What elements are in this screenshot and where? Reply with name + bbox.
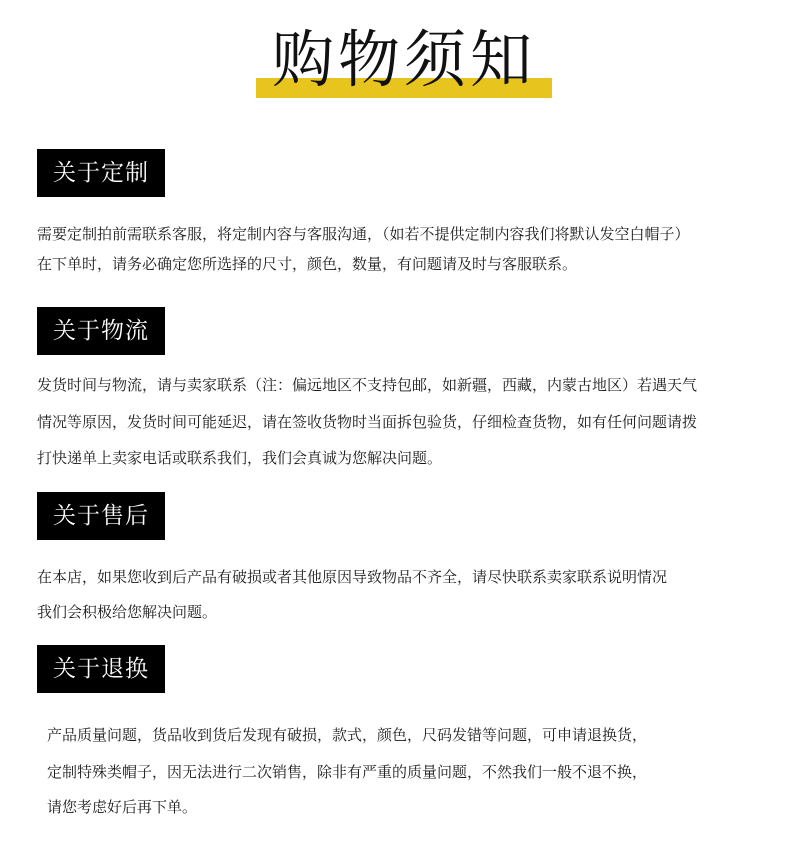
section-logistics-line: 打快递单上卖家电话或联系我们，我们会真诚为您解决问题。	[37, 449, 443, 467]
section-heading-aftersales: 关于售后	[37, 492, 165, 540]
section-aftersales-line: 我们会积极给您解决问题。	[37, 603, 218, 621]
page-title	[256, 22, 552, 98]
section-heading-returns: 关于退换	[37, 645, 165, 693]
section-logistics-line: 发货时间与物流，请与卖家联系（注：偏远地区不支持包邮，如新疆，西藏，内蒙古地区）若遇天气	[37, 376, 698, 394]
section-heading-logistics: 关于物流	[37, 307, 165, 355]
section-custom-line: 在下单时，请务必确定您所选择的尺寸，颜色，数量，有问题请及时与客服联系。	[37, 255, 578, 273]
page-title-text: 购物须知	[271, 23, 536, 96]
section-returns-line: 请您考虑好后再下单。	[47, 798, 198, 816]
section-aftersales-line: 在本店，如果您收到后产品有破损或者其他原因导致物品不齐全，请尽快联系卖家联系说明情况	[37, 568, 668, 586]
section-returns-line: 产品质量问题，货品收到货后发现有破损，款式，颜色，尺码发错等问题，可申请退换货，	[47, 726, 648, 744]
section-custom-line: 需要定制拍前需联系客服，将定制内容与客服沟通，（如若不提供定制内容我们将默认发空白帽子）	[37, 225, 690, 243]
section-heading-custom: 关于定制	[37, 149, 165, 197]
section-logistics-line: 情况等原因，发货时间可能延迟，请在签收货物时当面拆包验货，仔细检查货物，如有任何问题请拨	[37, 413, 698, 431]
section-returns-line: 定制特殊类帽子，因无法进行二次销售，除非有严重的质量问题，不然我们一般不退不换，	[47, 763, 648, 781]
